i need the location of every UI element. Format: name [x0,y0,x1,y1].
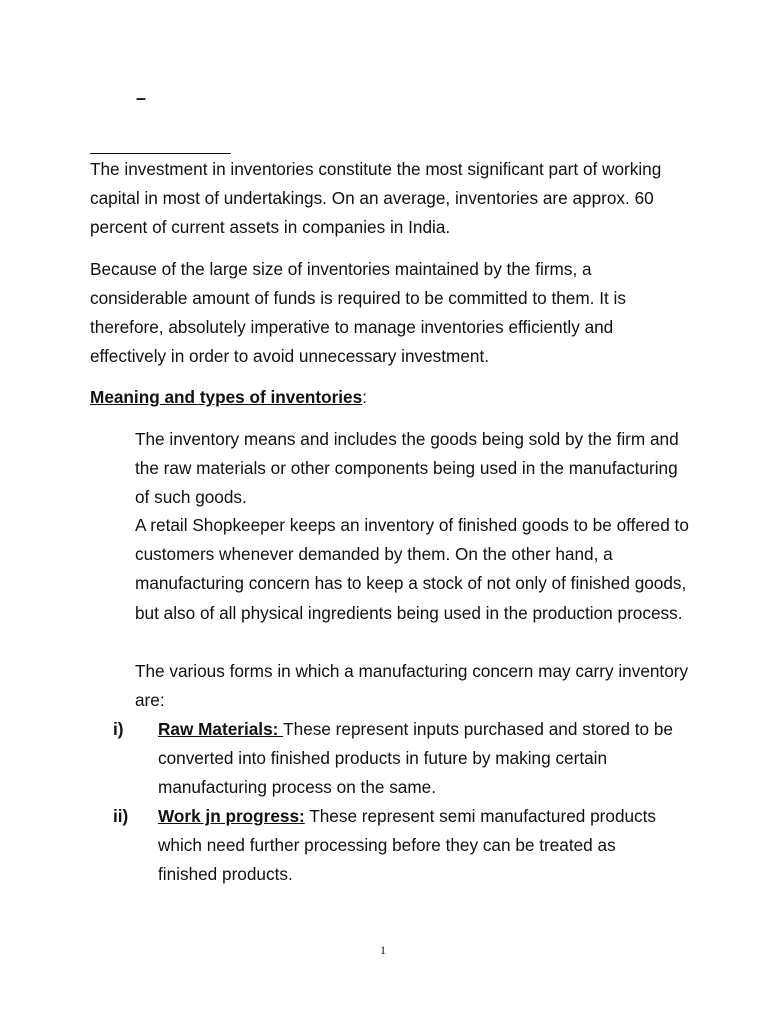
meaning-paragraph: The inventory means and includes the goods being sold by the firm and the raw materials or other components being used in the manufacturing of such goods. [135,429,679,508]
list-item [113,802,703,892]
list-item-number: ii) [113,806,129,826]
retail-paragraph: A retail Shopkeeper keeps an inventory of finished goods to be offered to customers whenever demanded by them. On the other hand, a manufacturing concern has to keep a stock of not only of finished goods, but also of all physical ingredients being used in the production process. [135,515,689,623]
list-item-text: These represent inputs purchased and stored to be converted into finished products in future by making certain manufacturing process on the same. [158,719,673,797]
forms-intro-paragraph: The various forms in which a manufacturing concern may carry inventory are: [135,661,689,711]
section-heading-text: Meaning and types of inventories [90,387,363,407]
list-item-body [158,802,678,889]
list-item-term: Work jn progress: [158,806,305,826]
list-item-term: Raw Materials: [158,719,284,739]
section-heading-colon: : [362,387,367,407]
funds-paragraph: Because of the large size of inventories maintained by the firms, a considerable amount of funds is required to be committed to them. It is therefore, absolutely imperative to manage inventories efficiently and effectively in order to avoid unnecessary investment. [90,259,626,366]
list-item-number: i) [113,719,124,739]
list-item-body [158,715,678,802]
page-number: 1 [380,943,386,957]
list-item-text: These represent semi manufactured products which need further processing before they can be treated as finished products. [158,806,657,884]
section-heading [90,383,367,412]
top-dash-mark: – [136,88,147,108]
intro-paragraph: The investment in inventories constitute the most significant part of working capital in most of undertakings. On an average, inventories are approx. 60 percent of current assets in companies in India. [90,159,662,237]
title-underline-rule [90,153,231,154]
list-item [113,715,703,805]
